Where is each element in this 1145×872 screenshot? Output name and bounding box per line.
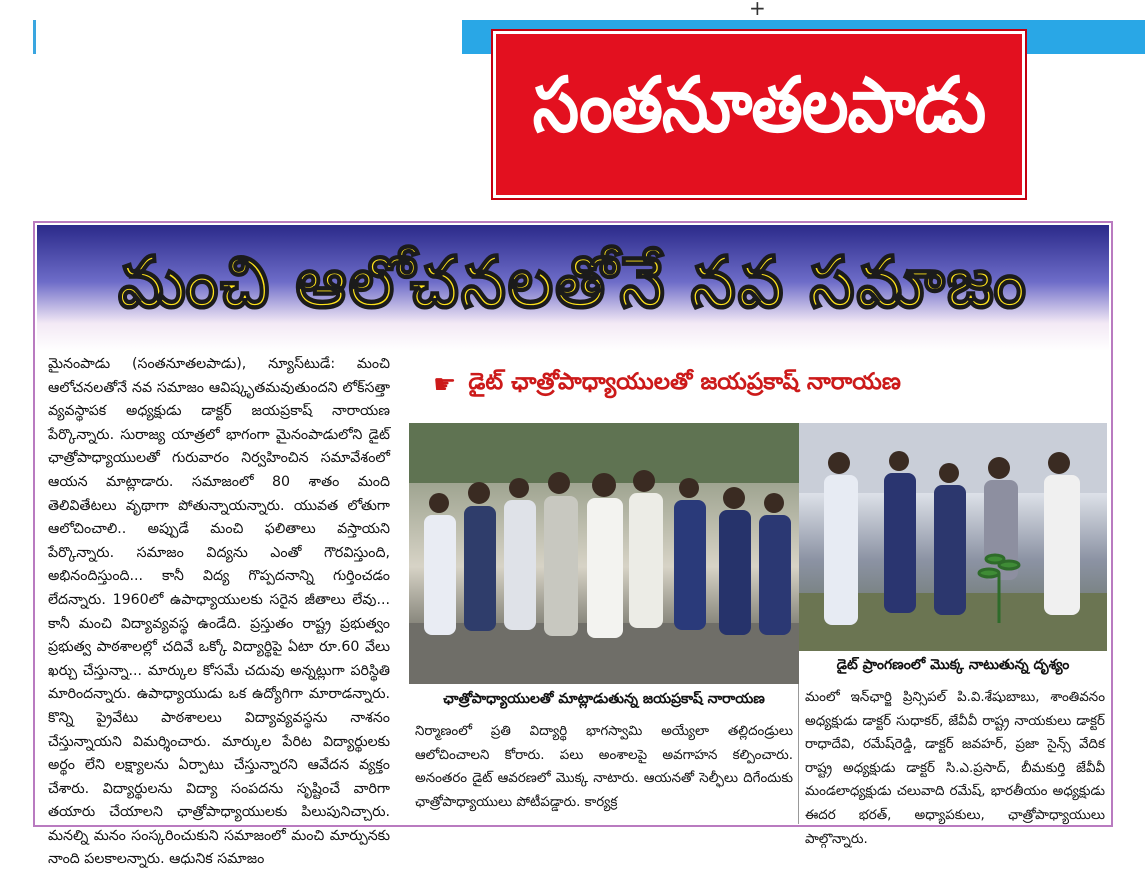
article-column-middle <box>415 720 793 820</box>
photo-students-meeting <box>409 423 799 684</box>
article-text-middle: నిర్మాణంలో ప్రతి విద్యార్థి భాగస్వామి అయ్యేలా తల్లిదండ్రులు ఆలోచించాలని కోరారు. పలు అంశాలపై అవగాహన కల్పించారు. అనంతరం డైట్ ఆవరణలో మొక్క నాటారు. ఆయనతో సెల్ఫీలు దిగేందుకు ఛాత్రోపాధ్యాయులు పోటీపడ్డారు. కార్యక్ర <box>415 724 793 810</box>
masthead-title: సంతనూతలపాడు <box>532 61 986 150</box>
article-text-right: మంలో ఇన్‌ఛార్జి ప్రిన్సిపల్ పి.వి.శేషుబాబు, శాంతివనం అధ్యక్షుడు డాక్టర్ సుధాకర్, జేవీవీ రాష్ట్ర నాయకులు డాక్టర్ రాధాదేవి, రమేష్‌రెడ్డి, డాక్టర్ జవహర్, ప్రజా సైన్స్ వేదిక రాష్ట్ర అధ్యక్షుడు డాక్టర్ సి.ఎ.ప్రసాద్, బీమకుర్తి జేవీవీ మండలాధ్యక్షుడు చలువాది రమేష్, భారతీయం అధ్యక్షుడు ఈదర భరత్, అధ్యాపకులు, ఛాత్రోపాధ్యాయులు పాల్గొన్నారు. <box>805 690 1105 847</box>
article-text-left: మైనంపాడు (సంతనూతలపాడు), న్యూస్‌టుడే: మంచి ఆలోచనలతోనే నవ సమాజం ఆవిష్కృతమవుతుందని లోక్‌సత్తా వ్యవస్థాపక అధ్యక్షుడు డాక్టర్ జయప్రకాష్ నారాయణ పేర్కొన్నారు. సురాజ్య యాత్రలో భాగంగా మైనంపాడులోని డైట్ ఛాత్రోపాధ్యాయులతో గురువారం నిర్వహించిన సమావేశంలో ఆయన మాట్లాడారు. సమాజంలో 80 శాతం మంది తెలివితేటలు వృథాగా పోతున్నాయన్నారు. యువత లోతుగా ఆలోచించాలి.. అప్పుడే మంచి ఫలితాలు వస్తాయని పేర్కొన్నారు. సమాజం విద్యను ఎంతో గౌరవిస్తుంది, అభినందిస్తుంది... కానీ విద్య గొప్పదనాన్ని గుర్తించడం లేదన్నారు. 1960లో ఉపాధ్యాయులకు సరైన జీతాలు లేవు... కానీ మంచి విద్యావ్యవస్థ ఉండేది. ప్రస్తుతం రాష్ట్ర ప్రభుత్వం ప్రభుత్వ పాఠశాలల్లో చదివే ఒక్కో విద్యార్థిపై ఏటా రూ.60 వేలు ఖర్చు చేస్తున్నా... మార్కుల కోసమే చదువు అన్నట్లుగా పరిస్థితి మారిందన్నారు. ఉపాధ్యాయుడు ఒక ఉద్యోగిగా మారాడన్నారు. కొన్ని ప్రైవేటు పాఠశాలలు విద్యావ్యవస్థను నాశనం చేస్తున్నాయని విమర్శించారు. మార్కుల పేరిట విద్యార్థులకు అర్థం లేని లక్ష్యాలను ఏర్పాటు చేస్తున్నారని ఆవేదన వ్యక్తం చేశారు. విద్యార్థులను విద్యా సంపదను సృష్టించే వారిగా తయారు చేయాలని ఛాత్రోపాధ్యాయులకు పిలుపునిచ్చారు. మనల్ని మనం సంస్కరించుకుని సమాజంలో మంచి మార్పునకు నాంది పలకాలన్నారు. ఆధునిక సమాజం <box>48 356 390 868</box>
photo-caption-2: డైట్ ప్రాంగణంలో మొక్క నాటుతున్న దృశ్యం <box>799 651 1107 681</box>
planting-illustration <box>799 423 1107 651</box>
margin-marker <box>33 20 36 54</box>
registration-mark: + <box>749 0 766 20</box>
subheading <box>433 368 1093 402</box>
column-divider <box>798 684 799 824</box>
pointing-hand-icon: ☛ <box>433 370 457 400</box>
photo-plant-sapling <box>799 423 1107 651</box>
article-column-left <box>48 353 390 868</box>
subheading-text: డైట్ ఛాత్రోపాధ్యాయులతో జయప్రకాష్ నారాయణ <box>468 369 901 395</box>
photo-caption-1: ఛాత్రోపాధ్యాయులతో మాట్లాడుతున్న జయప్రకాష్ నారాయణ <box>443 690 765 707</box>
crowd-illustration <box>409 423 799 684</box>
headline-band <box>37 225 1109 351</box>
headline: మంచి ఆలోచనలతోనే నవ సమాజం <box>118 242 1028 324</box>
article-column-right <box>805 686 1105 847</box>
masthead-box <box>493 31 1025 198</box>
article-panel <box>33 221 1113 868</box>
